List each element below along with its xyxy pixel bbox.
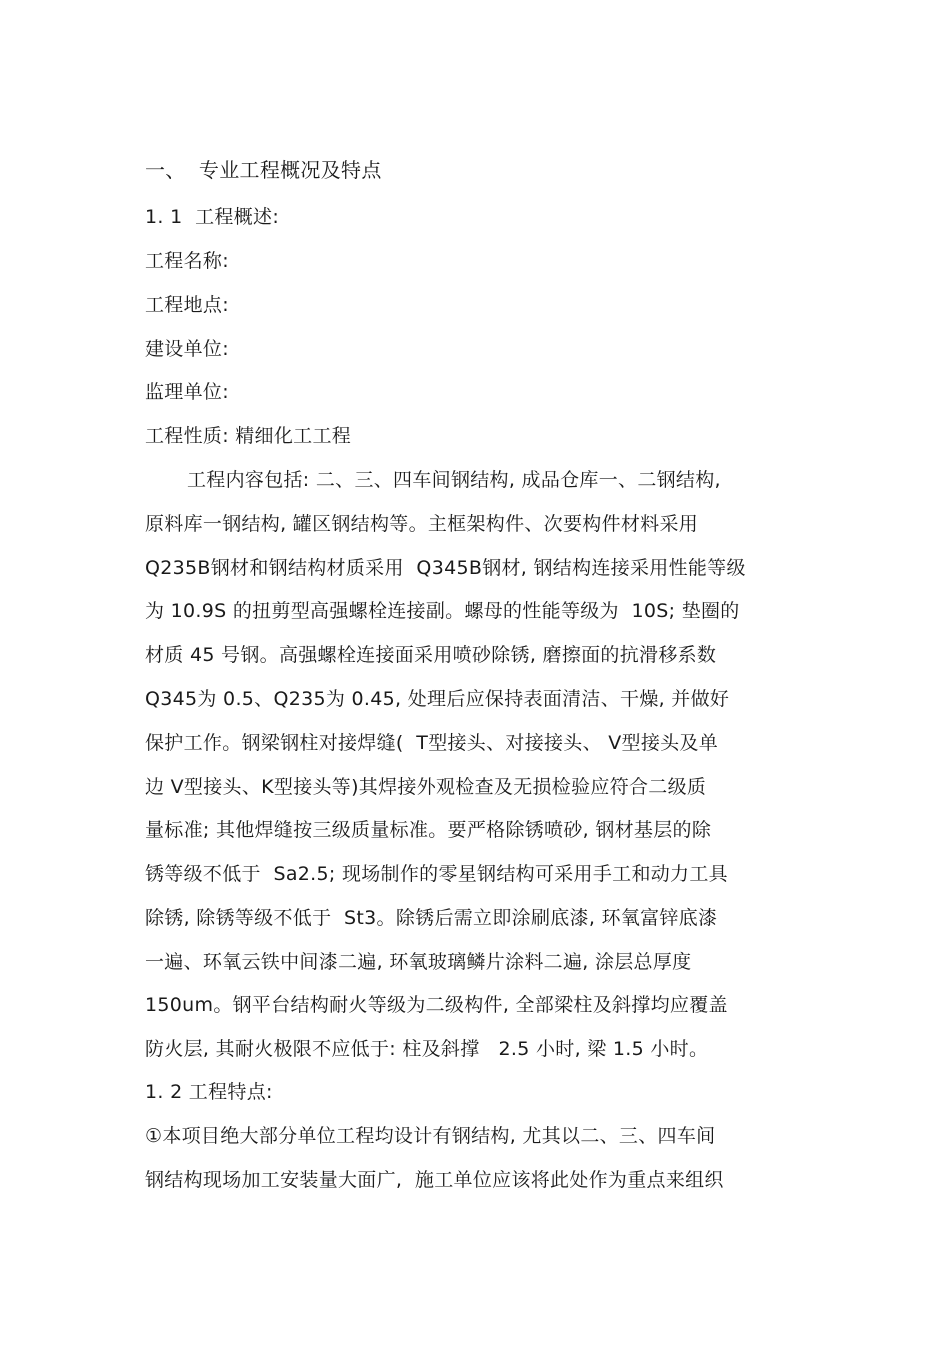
- subsection-heading-features: 1. 2 工程特点:: [145, 1081, 273, 1103]
- content-line: 材质 45 号钢。高强螺栓连接面采用喷砂除锈, 磨擦面的抗滑移系数: [145, 644, 717, 666]
- field-project-name: 工程名称:: [145, 250, 229, 272]
- content-line: 一遍、环氧云铁中间漆二遍, 环氧玻璃鳞片涂料二遍, 涂层总厚度: [145, 951, 692, 973]
- subsection-heading-overview: 1. 1 工程概述:: [145, 206, 280, 228]
- content-line: 为 10.9S 的扭剪型高强螺栓连接副。螺母的性能等级为 10S; 垫圈的: [145, 600, 740, 622]
- content-line: 防火层, 其耐火极限不应低于: 柱及斜撑 2.5 小时, 梁 1.5 小时。: [145, 1038, 709, 1060]
- section-heading: 一、 专业工程概况及特点: [145, 158, 382, 182]
- content-line: 150um。钢平台结构耐火等级为二级构件, 全部梁柱及斜撑均应覆盖: [145, 994, 728, 1016]
- content-line: Q235B钢材和钢结构材质采用 Q345B钢材, 钢结构连接采用性能等级: [145, 557, 746, 579]
- content-line: 除锈, 除锈等级不低于 St3。除锈后需立即涂刷底漆, 环氧富锌底漆: [145, 907, 718, 929]
- content-line: 原料库一钢结构, 罐区钢结构等。主框架构件、次要构件材料采用: [145, 513, 699, 535]
- content-line: 量标准; 其他焊缝按三级质量标准。要严格除锈喷砂, 钢材基层的除: [145, 819, 712, 841]
- content-line: 工程内容包括: 二、三、四车间钢结构, 成品仓库一、二钢结构,: [187, 469, 721, 491]
- content-line: Q345为 0.5、Q235为 0.45, 处理后应保持表面清洁、干燥, 并做好: [145, 688, 730, 710]
- field-project-location: 工程地点:: [145, 294, 229, 316]
- feature-line: 钢结构现场加工安装量大面广, 施工单位应该将此处作为重点来组织: [145, 1169, 724, 1191]
- field-project-nature: 工程性质: 精细化工工程: [145, 425, 352, 447]
- content-line: 保护工作。钢梁钢柱对接焊缝( T型接头、对接接头、 V型接头及单: [145, 732, 719, 754]
- feature-line: ①本项目绝大部分单位工程均设计有钢结构, 尤其以二、三、四车间: [145, 1125, 716, 1147]
- field-construction-unit: 建设单位:: [145, 338, 229, 360]
- field-supervision-unit: 监理单位:: [145, 381, 229, 403]
- content-line: 锈等级不低于 Sa2.5; 现场制作的零星钢结构可采用手工和动力工具: [145, 863, 728, 885]
- content-line: 边 V型接头、K型接头等)其焊接外观检查及无损检验应符合二级质: [145, 776, 707, 798]
